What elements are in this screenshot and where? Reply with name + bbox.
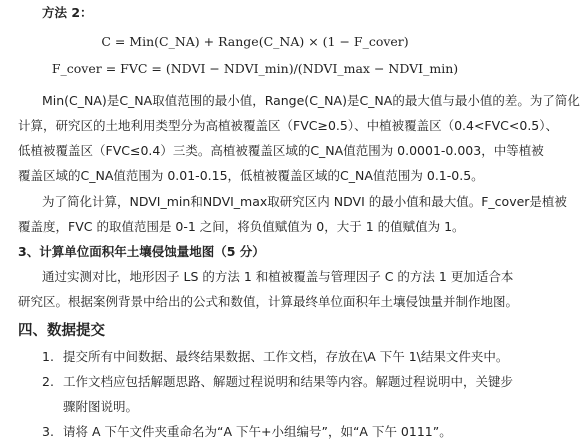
para2-line2: 覆盖度，FVC 的取值范围是 0-1 之间，将负值赋值为 0，大于 1 的值赋值为 1。 xyxy=(18,219,465,234)
item-number: 3. xyxy=(42,424,54,439)
para1-line4: 覆盖区域的C_NA值范围为 0.01-0.15，低植被覆盖区域的C_NA值范围为 0.1-0.5。 xyxy=(18,168,484,183)
para2-line1: 为了简化计算，NDVI_min和NDVI_max取研究区内 NDVI 的最小值和最大值。F_cover是植被 xyxy=(42,194,567,209)
item-text: 工作文档应包括解题思路、解题过程说明和结果等内容。解题过程说明中，关键步 xyxy=(63,374,514,389)
item-number: 1. xyxy=(42,349,54,364)
method2-heading: 方法 2： xyxy=(42,5,93,20)
item-text: 请将 A 下午文件夹重命名为“A 下午+小组编号”，如“A 下午 0111”。 xyxy=(63,424,452,439)
formula-c: C = Min(C_NA) + Range(C_NA) × (1 − F_cover) xyxy=(101,34,409,49)
para1-line2: 计算，研究区的土地利用类型分为高植被覆盖区（FVC≥0.5）、中植被覆盖区（0.4<FVC<0.5）、 xyxy=(18,118,558,133)
para3-line1: 通过实测对比，地形因子 LS 的方法 1 和植被覆盖与管理因子 C 的方法 1 更加适合本 xyxy=(42,269,514,284)
formula-fcover: F_cover = FVC = (NDVI − NDVI_min)/(NDVI_max − NDVI_min) xyxy=(51,61,459,76)
item-number: 2. xyxy=(42,374,54,389)
item-text-continued: 骤附图说明。 xyxy=(63,399,139,414)
para1-line1: Min(C_NA)是C_NA取值范围的最小值，Range(C_NA)是C_NA的最大值与最小值的差。为了简化 xyxy=(42,93,580,108)
para1-line3: 低植被覆盖区（FVC≤0.4）三类。高植被覆盖区域的C_NA值范围为 0.0001-0.003，中等植被 xyxy=(18,143,544,158)
section4-heading: 四、数据提交 xyxy=(18,323,105,339)
para3-line2: 研究区。根据案例背景中给出的公式和数值，计算最终单位面积年土壤侵蚀量并制作地图。 xyxy=(18,294,519,309)
section3-heading: 3、计算单位面积年土壤侵蚀量地图（5 分） xyxy=(18,244,265,259)
item-text: 提交所有中间数据、最终结果数据、工作文档，存放在\A 下午 1\结果文件夹中。 xyxy=(63,349,509,364)
